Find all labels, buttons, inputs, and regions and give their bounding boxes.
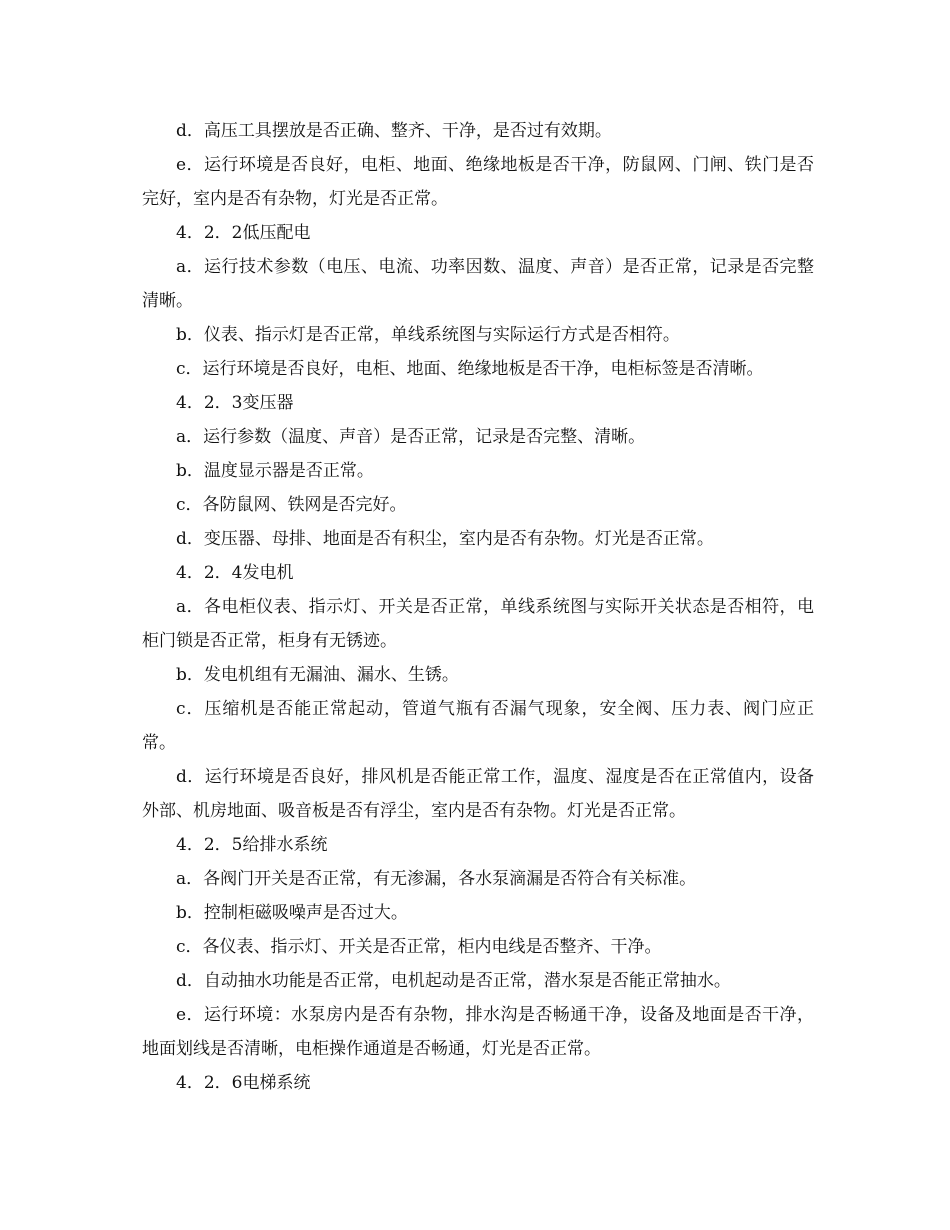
- paragraph: d．高压工具摆放是否正确、整齐、干净，是否过有效期。: [176, 121, 612, 141]
- paragraph: a．运行参数（温度、声音）是否正常，记录是否完整、清晰。: [176, 427, 646, 447]
- paragraph: d．变压器、母排、地面是否有积尘，室内是否有杂物。灯光是否正常。: [176, 529, 714, 549]
- paragraph: b．控制柜磁吸噪声是否过大。: [176, 903, 408, 923]
- paragraph: e．运行环境：水泵房内是否有杂物，排水沟是否畅通干净，设备及地面是否干净，地面划线是否清晰，电柜操作通道是否畅通，灯光是否正常。: [142, 1005, 814, 1059]
- paragraph: a．各电柜仪表、指示灯、开关是否正常，单线系统图与实际开关状态是否相符，电柜门锁是否正常，柜身有无锈迹。: [142, 597, 814, 651]
- paragraph: a．各阀门开关是否正常，有无渗漏，各水泵滴漏是否符合有关标准。: [176, 869, 697, 889]
- document-body: [142, 114, 814, 1100]
- section-heading: 4．2．4发电机: [176, 563, 294, 583]
- paragraph: b．仪表、指示灯是否正常，单线系统图与实际运行方式是否相符。: [176, 325, 680, 345]
- paragraph: c．各仪表、指示灯、开关是否正常，柜内电线是否整齐、干净。: [176, 937, 662, 957]
- paragraph: c．运行环境是否良好，电柜、地面、绝缘地板是否干净，电柜标签是否清晰。: [176, 359, 764, 379]
- paragraph: e．运行环境是否良好，电柜、地面、绝缘地板是否干净，防鼠网、门闸、铁门是否完好，室内是否有杂物，灯光是否正常。: [142, 155, 814, 209]
- paragraph: d．自动抽水功能是否正常，电机起动是否正常，潜水泵是否能正常抽水。: [176, 971, 731, 991]
- paragraph: c．压缩机是否能正常起动，管道气瓶有否漏气现象，安全阀、压力表、阀门应正常。: [142, 699, 814, 753]
- section-heading: 4．2．2低压配电: [176, 223, 311, 243]
- section-heading: 4．2．5给排水系统: [176, 835, 328, 855]
- section-heading: 4．2．6电梯系统: [176, 1073, 311, 1093]
- paragraph: c．各防鼠网、铁网是否完好。: [176, 495, 407, 515]
- section-heading: 4．2．3变压器: [176, 393, 294, 413]
- paragraph: a．运行技术参数（电压、电流、功率因数、温度、声音）是否正常，记录是否完整清晰。: [142, 257, 814, 311]
- paragraph: b．发电机组有无漏油、漏水、生锈。: [176, 665, 459, 685]
- paragraph: b．温度显示器是否正常。: [176, 461, 374, 481]
- paragraph: d．运行环境是否良好，排风机是否能正常工作，温度、湿度是否在正常值内，设备外部、机房地面、吸音板是否有浮尘，室内是否有杂物。灯光是否正常。: [142, 767, 814, 821]
